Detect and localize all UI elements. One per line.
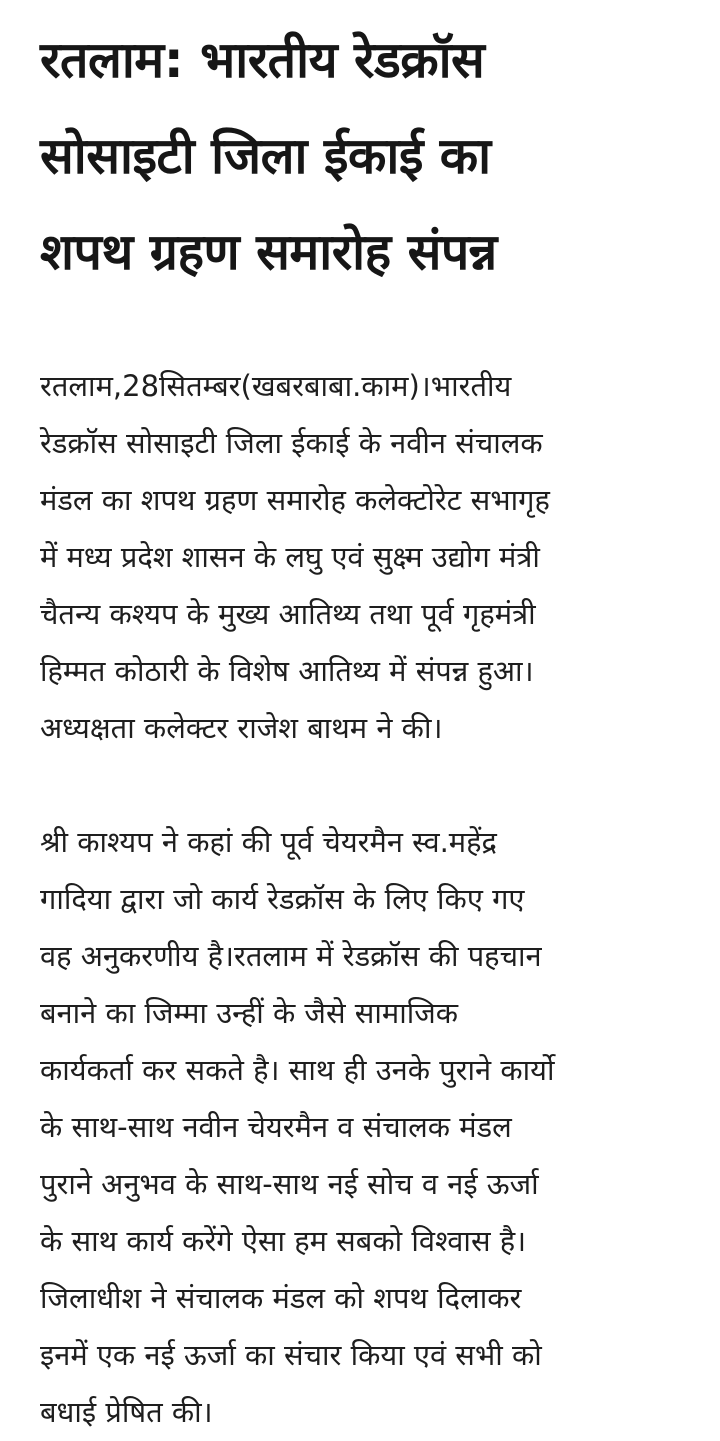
paragraph-line: बनाने का जिम्मा उन्हीं के जैसे सामाजिक <box>40 996 459 1030</box>
paragraph-line: के साथ-साथ नवीन चेयरमैन व संचालक मंडल <box>40 1110 512 1144</box>
paragraph-line: इनमें एक नई ऊर्जा का संचार किया एवं सभी को <box>40 1338 542 1372</box>
paragraph-line: चैतन्य कश्यप के मुख्य आतिथ्य तथा पूर्व गृहमंत्री <box>40 597 536 631</box>
paragraph-line: गादिया द्वारा जो कार्य रेडक्रॉस के लिए किए गए <box>40 882 525 916</box>
headline-line: रतलाम: भारतीय रेडक्रॉस <box>40 31 485 89</box>
paragraph-line: वह अनुकरणीय है।रतलाम में रेडक्रॉस की पहचान <box>40 939 542 973</box>
paragraph-line: में मध्य प्रदेश शासन के लघु एवं सुक्ष्म उद्योग मंत्री <box>40 540 540 574</box>
paragraph-line: जिलाधीश ने संचालक मंडल को शपथ दिलाकर <box>40 1281 522 1315</box>
paragraph-line: कार्यकर्ता कर सकते है। साथ ही उनके पुराने कार्यो <box>40 1053 555 1087</box>
article-paragraph-2 <box>40 814 682 1441</box>
paragraph-line: के साथ कार्य करेंगे ऐसा हम सबको विश्वास है। <box>40 1224 527 1258</box>
paragraph-line: बधाई प्रेषित की। <box>40 1395 213 1429</box>
paragraph-line: श्री काश्यप ने कहां की पूर्व चेयरमैन स्व.महेंद्र <box>40 825 497 859</box>
paragraph-line: मंडल का शपथ ग्रहण समारोह कलेक्टोरेट सभागृह <box>40 483 550 517</box>
paragraph-line: पुराने अनुभव के साथ-साथ नई सोच व नई ऊर्जा <box>40 1167 539 1201</box>
headline-line: सोसाइटी जिला ईकाई का <box>40 127 491 185</box>
article-headline <box>40 12 682 300</box>
paragraph-line: रतलाम,28सितम्बर(खबरबाबा.काम)।भारतीय <box>40 369 512 403</box>
headline-line: शपथ ग्रहण समारोह संपन्न <box>40 223 497 281</box>
article-paragraph-1 <box>40 358 682 757</box>
paragraph-line: हिम्मत कोठारी के विशेष आतिथ्य में संपन्न हुआ। <box>40 654 534 688</box>
paragraph-line: अध्यक्षता कलेक्टर राजेश बाथम ने की। <box>40 711 443 745</box>
paragraph-line: रेडक्रॉस सोसाइटी जिला ईकाई के नवीन संचालक <box>40 426 543 460</box>
